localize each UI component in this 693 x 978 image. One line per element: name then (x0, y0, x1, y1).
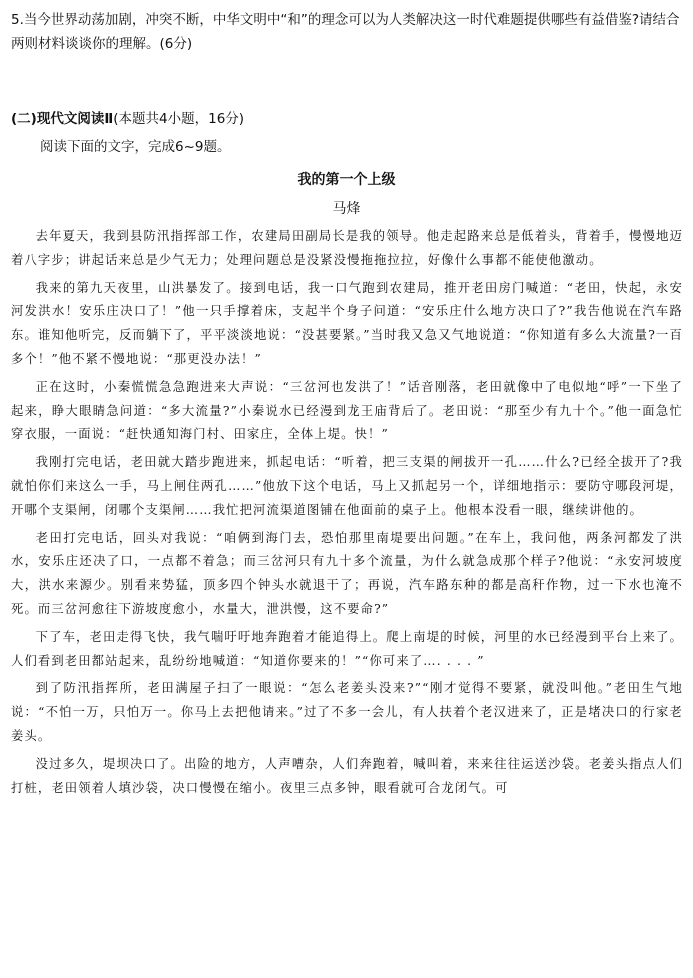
section-label: (二)现代文阅读 (11, 111, 105, 127)
paragraph-2: 我来的第九天夜里，山洪暴发了。接到电话，我一口气跑到农建局，推开老田房门喊道：“老田，快起，永安河发洪水！安乐庄决口了！”他一只手撑着床，支起半个身子问道：“安乐庄什么地方决口了?”我告他说在汽车路东。谁知他听完，反而躺下了，平平淡淡地说：“没甚要紧。”当时我又急又气地说道：“你知道有多么大流量?一百多个！”他不紧不慢地说：“那更没办法！” (11, 280, 683, 366)
paragraph-6: 下了车，老田走得飞快，我气喘吁吁地奔跑着才能追得上。爬上南堤的时候，河里的水已经漫到平台上来了。人们看到老田都站起来，乱纷纷地喊道：“知道你要来的！”“你可来了…. . . . ” (11, 629, 683, 668)
paragraph-4: 我刚打完电话，老田就大踏步跑进来，抓起电话：“听着，把三支渠的闸拔开一孔……什么?已经全拔开了?我就怕你们来这么一手，马上闸住两孔……”他放下这个电话，马上又抓起另一个，详细地指示：要防守哪段河堤，开哪个支渠闸，闭哪个支渠闸……我忙把河流渠道图铺在他面前的桌子上。他根本没看一眼，继续讲他的。 (11, 455, 683, 517)
article-author: 马烽 (332, 201, 361, 217)
section-roman: Ⅱ (104, 111, 114, 127)
section-heading (11, 107, 244, 127)
paragraph-1: 去年夏天，我到县防汛指挥部工作，农建局田副局长是我的领导。他走起路来总是低着头，背着手，慢慢地迈着八字步；讲起话来总是少气无力；处理问题总是没紧没慢拖拖拉拉，好像什么事都不能使他激动。 (11, 229, 683, 267)
paragraph-5: 老田打完电话，回头对我说：“咱俩到海门去，恐怕那里南堤要出问题。”在车上，我问他，两条河都发了洪水，安乐庄还决了口，一点都不着急；而三岔河只有九十多个流量，为什么就急成那个样子?他说：“永安河坡度大，洪水来源少。别看来势猛，顶多四个钟头水就退干了；再说，汽车路东种的都是高秆作物，过一下水也淹不死。而三岔河愈往下游坡度愈小，水量大，泄洪慢，这不要命?” (11, 530, 683, 616)
article-body (11, 225, 683, 804)
paragraph-3: 正在这时，小秦慌慌急急跑进来大声说：“三岔河也发洪了！”话音刚落，老田就像中了电似地“呼”一下坐了起来，睁大眼睛急问道：“多大流量?”小秦说水已经漫到龙王庙背后了。老田说：“那至少有九十个。”他一面急忙穿衣服，一面说：“赶快通知海门村、田家庄，全体上堤。快！” (11, 379, 683, 442)
reading-instruction: 阅读下面的文字，完成6~9题。 (40, 139, 231, 155)
paragraph-7: 到了防汛指挥所，老田满屋子扫了一眼说：“怎么老姜头没来?”“刚才觉得不要紧，就没叫他。”老田生气地说：“不怕一万，只怕万一。你马上去把他请来。”过了不多一会儿，有人扶着个老汉进来了，正是堵决口的行家老姜头。 (11, 681, 683, 743)
paragraph-8: 没过多久，堤坝决口了。出险的地方，人声嘈杂，人们奔跑着，喊叫着，来来往往运送沙袋。老姜头指点人们打桩，老田领着人填沙袋，决口慢慢在缩小。夜里三点多钟，眼看就可合龙闭气。可 (11, 756, 683, 795)
article-title: 我的第一个上级 (297, 172, 396, 188)
section-note: (本题共4小题，16分) (113, 111, 245, 127)
question-5: 5.当今世界动荡加剧，冲突不断，中华文明中“和”的理念可以为人类解决这一时代难题提供哪些有益借鉴?请结合两则材料谈谈你的理解。(6分) (11, 12, 680, 52)
